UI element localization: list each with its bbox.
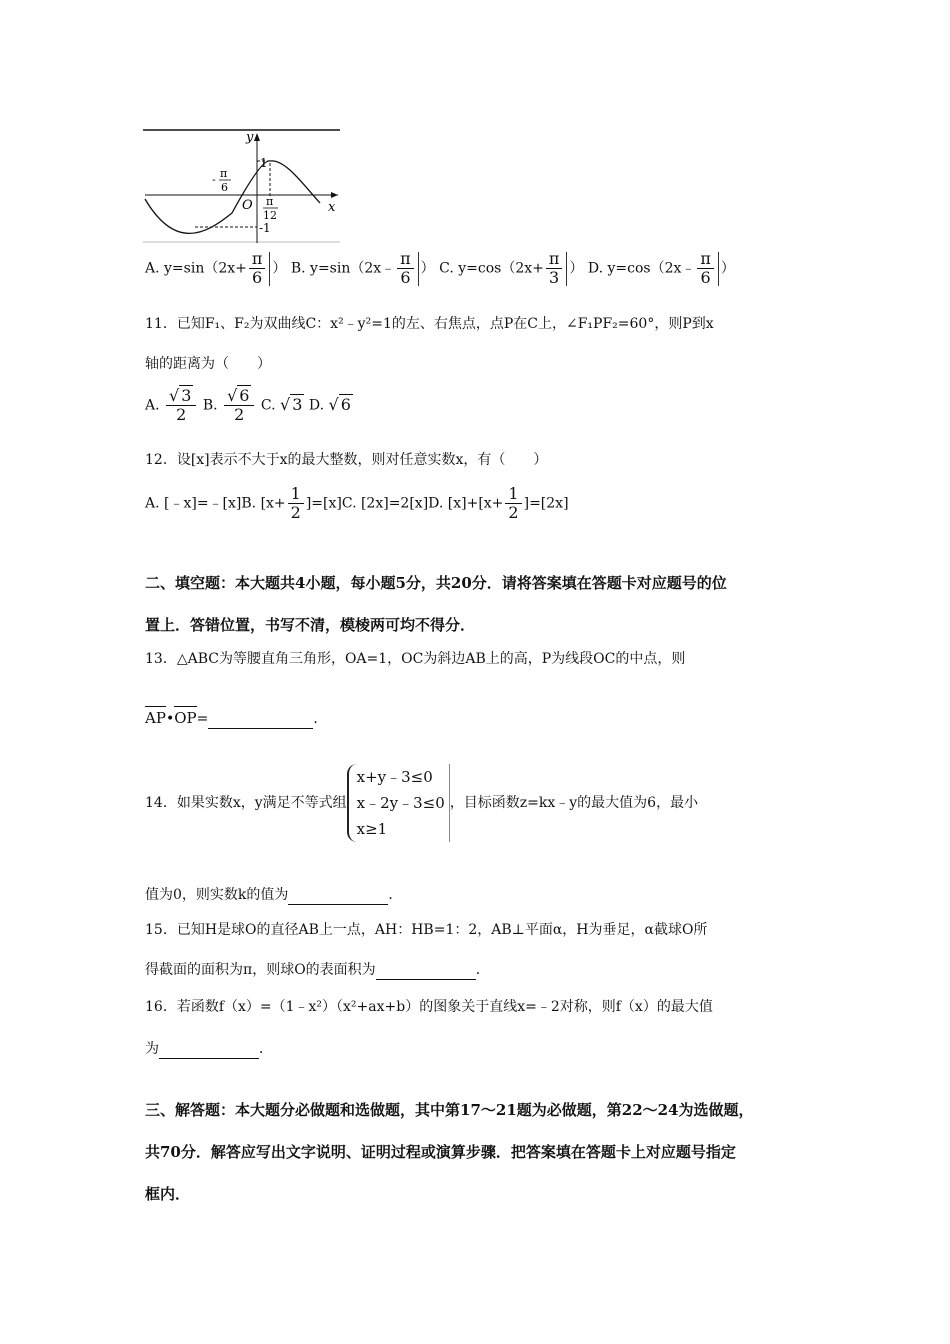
tick-one: 1 bbox=[260, 156, 268, 170]
q10-c-bar bbox=[566, 252, 567, 286]
q16-line2 bbox=[145, 1039, 273, 1059]
q11-b-frac bbox=[224, 387, 254, 424]
q14-post: ，目标函数z=kx﹣y的最大值为6，最小 bbox=[449, 795, 699, 811]
q10-d-den: 6 bbox=[700, 268, 711, 287]
q12-mid: ]=[x]C. [2x]=2[x]D. [x]+[x+ bbox=[305, 495, 504, 512]
q13-answer-blank bbox=[208, 712, 313, 729]
q11-d-label: D. bbox=[308, 397, 325, 414]
q10-d-pre: D. y=cos（2x﹣ bbox=[587, 260, 696, 277]
sec3-line2: 共70分．解答应写出文字说明、证明过程或演算步骤．把答案填在答题卡上对应题号指定 bbox=[145, 1143, 736, 1161]
sine-curve bbox=[145, 161, 320, 234]
constraint-2: x﹣2y﹣3≤0 bbox=[356, 794, 445, 812]
constraint-1: x+y﹣3≤0 bbox=[356, 768, 433, 786]
q11-c-label: C. bbox=[260, 397, 276, 414]
q13-period: ． bbox=[313, 711, 328, 727]
q11-a-den: 2 bbox=[176, 405, 187, 424]
constraint-3: x≥1 bbox=[356, 820, 388, 838]
vec-ap: AP bbox=[145, 709, 166, 727]
x-label: x bbox=[328, 200, 336, 215]
q10-d-frac bbox=[697, 250, 714, 287]
q10-b-post: ） bbox=[420, 260, 435, 277]
q11-line2: 轴的距离为（ ） bbox=[145, 356, 271, 372]
q10-c-num: π bbox=[546, 250, 563, 269]
q16-period: ． bbox=[259, 1041, 273, 1057]
q10-a-frac bbox=[249, 250, 266, 287]
q14-period: ． bbox=[388, 887, 403, 903]
q15-line2 bbox=[145, 960, 490, 980]
q12-n1: 1 bbox=[288, 485, 304, 504]
q12-d1: 2 bbox=[290, 503, 301, 522]
q10-c-den: 3 bbox=[549, 268, 560, 287]
origin-label: O bbox=[242, 198, 253, 213]
q11-c-rad: 3 bbox=[292, 394, 303, 414]
q14-pre: 14．如果实数x，y满足不等式组 bbox=[145, 795, 347, 811]
q10-b-frac bbox=[397, 250, 414, 287]
sec3-line1: 三、解答题：本大题分必做题和选做题，其中第17～21题为必做题，第22～24为选做题， bbox=[145, 1101, 754, 1119]
neg-pi-label: π bbox=[220, 167, 228, 180]
q11-b-num bbox=[224, 387, 254, 406]
constraint-system bbox=[347, 764, 450, 842]
q10-options bbox=[145, 250, 735, 287]
q11-b-den: 2 bbox=[234, 405, 245, 424]
q15-line1: 15．已知H是球O的直径AB上一点，AH：HB=1：2，AB⊥平面α，H为垂足，α截球O所 bbox=[145, 922, 708, 938]
q12-n2: 1 bbox=[505, 485, 521, 504]
q11-b-sqrt: √ 6 bbox=[227, 386, 250, 405]
q16-line1: 16．若函数f（x）=（1﹣x²）（x²+ax+b）的图象关于直线x=﹣2对称，则f（x）的最大值 bbox=[145, 999, 713, 1015]
q15-answer-blank bbox=[376, 963, 476, 980]
q15-period: ． bbox=[475, 962, 490, 978]
x-axis-arrow bbox=[331, 192, 338, 198]
q10-c-pre: C. y=cos（2x+ bbox=[439, 260, 544, 277]
q11-d-sqrt: √ 6 bbox=[328, 394, 351, 414]
sine-graph bbox=[140, 125, 345, 245]
q11-a-label: A. bbox=[145, 397, 160, 414]
twelve-label: 12 bbox=[263, 209, 277, 222]
q11-b-label: B. bbox=[202, 397, 218, 414]
pi-label: π bbox=[266, 195, 274, 208]
dot-operator: • bbox=[165, 711, 175, 727]
q10-a-pre: A. y=sin（2x+ bbox=[145, 260, 247, 277]
q10-b-den: 6 bbox=[400, 268, 411, 287]
sec2-line1: 二、填空题：本大题共4小题，每小题5分，共20分．请将答案填在答题卡对应题号的位 bbox=[145, 574, 727, 592]
q11-d-rad: 6 bbox=[340, 394, 351, 414]
q10-a-num: π bbox=[249, 250, 266, 269]
q12-end: ]=[2x] bbox=[523, 495, 569, 512]
q12-d2: 2 bbox=[508, 503, 519, 522]
q10-b-bar bbox=[418, 252, 419, 286]
q10-c-post: ） bbox=[569, 260, 584, 277]
q10-c-frac bbox=[546, 250, 563, 287]
q11-options bbox=[145, 387, 353, 424]
q14-answer-blank bbox=[288, 888, 388, 905]
q10-b-num: π bbox=[397, 250, 414, 269]
q14-line2 bbox=[145, 885, 402, 905]
q11-c-sqrt: √ 3 bbox=[280, 394, 303, 414]
q15-line2-text: 得截面的面积为π，则球O的表面积为 bbox=[145, 962, 376, 978]
q11-a-rad: 3 bbox=[181, 386, 192, 405]
q13-line2 bbox=[145, 708, 327, 729]
q12-line1: 12．设[x]表示不大于x的最大整数，则对任意实数x，有（ ） bbox=[145, 452, 548, 468]
q11-a-frac bbox=[166, 387, 196, 424]
q12-a: A. [﹣x]=﹣[x]B. [x+ bbox=[145, 495, 286, 512]
q12-frac1 bbox=[288, 485, 304, 522]
q10-d-post: ） bbox=[720, 260, 735, 277]
q16-line2-text: 为 bbox=[145, 1041, 159, 1057]
q10-a-post: ） bbox=[272, 260, 287, 277]
sec3-line3: 框内． bbox=[145, 1185, 191, 1203]
q11-b-rad: 6 bbox=[239, 386, 250, 405]
q12-options bbox=[145, 485, 569, 522]
q14-line2-text: 值为0，则实数k的值为 bbox=[145, 887, 289, 903]
q10-b-pre: B. y=sin（2x﹣ bbox=[290, 260, 396, 277]
q13-line1: 13．△ABC为等腰直角三角形，OA=1，OC为斜边AB上的高，P为线段OC的中点，则 bbox=[145, 651, 686, 667]
vec-op: OP bbox=[174, 709, 197, 727]
equals-sign: = bbox=[196, 711, 209, 727]
q10-a-bar bbox=[269, 252, 270, 286]
q11-a-num bbox=[166, 387, 196, 406]
y-label: y bbox=[246, 130, 254, 145]
y-axis-arrow bbox=[254, 133, 260, 141]
q11-a-sqrt: √ 3 bbox=[169, 386, 192, 405]
q16-answer-blank bbox=[159, 1042, 259, 1059]
q10-d-bar bbox=[718, 252, 719, 286]
six-label: 6 bbox=[221, 181, 228, 194]
q14-line1 bbox=[145, 764, 698, 842]
q12-frac2 bbox=[505, 485, 521, 522]
q10-d-num: π bbox=[697, 250, 714, 269]
tick-neg-one: -1 bbox=[259, 221, 271, 235]
q11-line1: 11．已知F₁、F₂为双曲线C：x²﹣y²=1的左、右焦点，点P在C上，∠F₁PF₂=60°，则P到x bbox=[145, 316, 714, 332]
neg-sign: - bbox=[212, 173, 216, 186]
q10-a-den: 6 bbox=[252, 268, 263, 287]
sec2-line2: 置上．答错位置，书写不清，模棱两可均不得分． bbox=[145, 616, 476, 634]
